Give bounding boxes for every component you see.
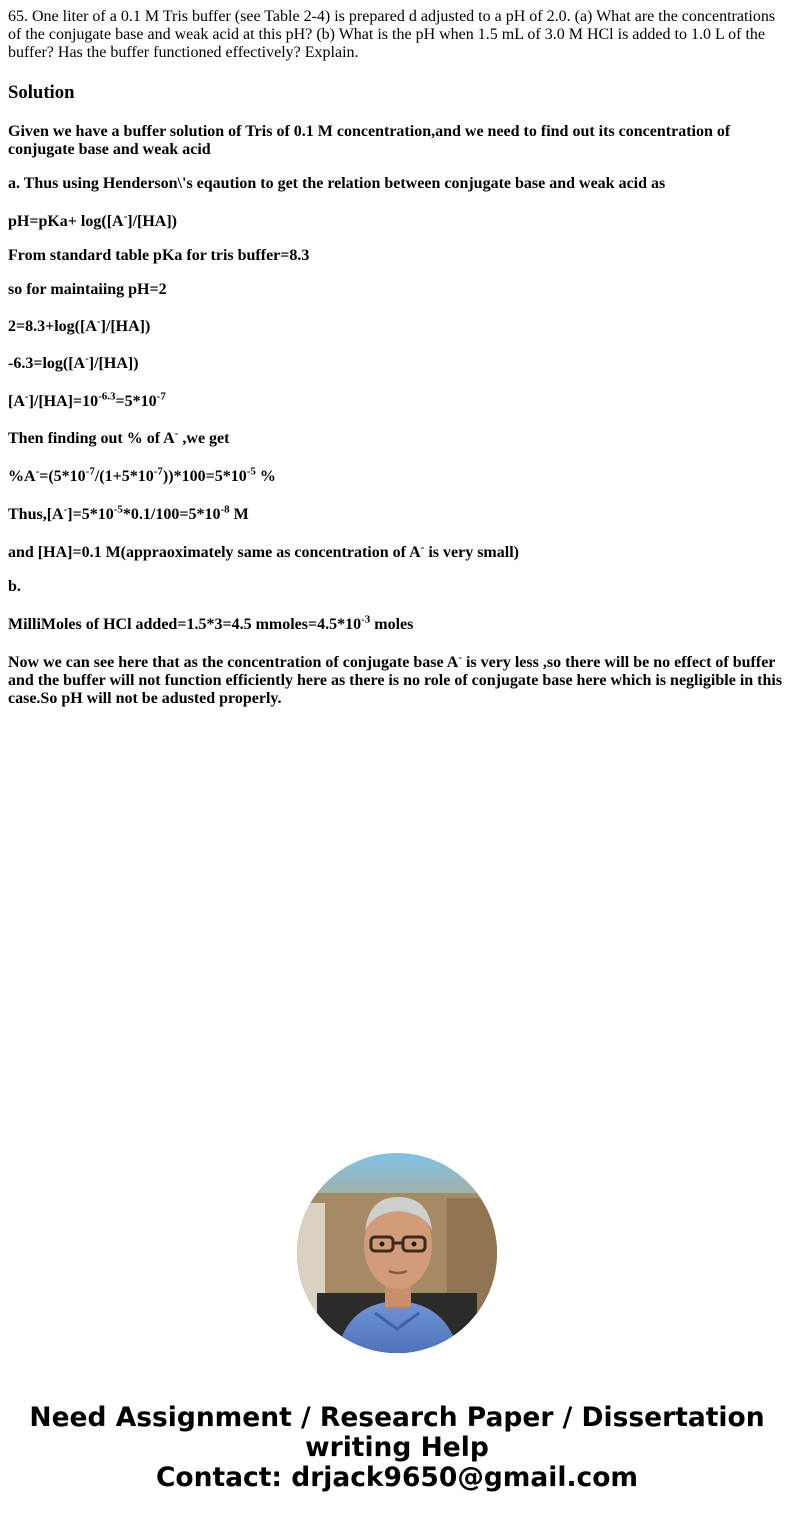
author-avatar (297, 1153, 497, 1353)
footer-contact-email: Contact: drjack9650@gmail.com (155, 1462, 639, 1493)
part-a-label: a. Thus using Henderson\'s eqaution to get the relation between conjugate base and weak acid as (8, 175, 666, 192)
maintain-ph-line: so for maintaiing pH=2 (8, 281, 167, 298)
pka-line: From standard table pKa for tris buffer=8.3 (8, 247, 310, 264)
question-text: 65. One liter of a 0.1 M Tris buffer (see Table 2-4) is prepared d adjusted to a pH of 2.0. (a) What are the concentrations of the conjugate base and weak acid at this pH? (b) What is the pH when 1.5 mL of 3.0 M HCl is added to 1.0 L of the buffer? Has the buffer functioned effectively? Explain. (8, 8, 776, 61)
equation-1: 2=8.3+log([A-]/[HA]) (8, 315, 151, 335)
equation-3: $[A^-]/[HA]=10^{-6.3}=5*10^{-7}$ (8, 390, 166, 410)
equation-5: $Thus,[A^-]=5*10^{-5}*0.1/100=5*10^{-8}$ M (8, 503, 249, 523)
equation-2: -6.3=log([A-]/[HA]) (8, 352, 139, 372)
ha-concentration-line: and [HA]=0.1 M(appraoximately same as concentration of A- is very small) (8, 541, 519, 561)
millimoles-line: MilliMoles of HCl added=1.5*3=4.5 $mmoles=4.5*10^{-3}$ moles (8, 613, 414, 633)
part-b-label: b. (8, 578, 21, 595)
footer-line-2: writing Help (305, 1432, 489, 1463)
footer-contact-banner (0, 1403, 794, 1493)
conclusion-text: Now we can see here that as the concentration of conjugate base A- is very less ,so there will be no effect of buffer and the buffer will not function efficiently here as there is no role of conjugate base here which is negligible in this case.So pH will not be adusted properly. (8, 651, 783, 707)
intro-text: Given we have a buffer solution of Tris of 0.1 M concentration,and we need to find out its concentration of conjugate base and weak acid (8, 123, 731, 158)
percent-intro: Then finding out % of A- ,we get (8, 427, 230, 447)
solution-heading: Solution (8, 82, 75, 103)
author-photo-icon (297, 1153, 497, 1353)
henderson-equation: pH=pKa+ log([A-]/[HA]) (8, 210, 178, 230)
equation-4: $\%A^-=(5*10^{-7}/(1+5*10^{-7}))*100=5*10^{-5}$ % (8, 465, 276, 485)
footer-line-1: Need Assignment / Research Paper / Dissertation (29, 1402, 765, 1433)
document-body (8, 8, 786, 708)
